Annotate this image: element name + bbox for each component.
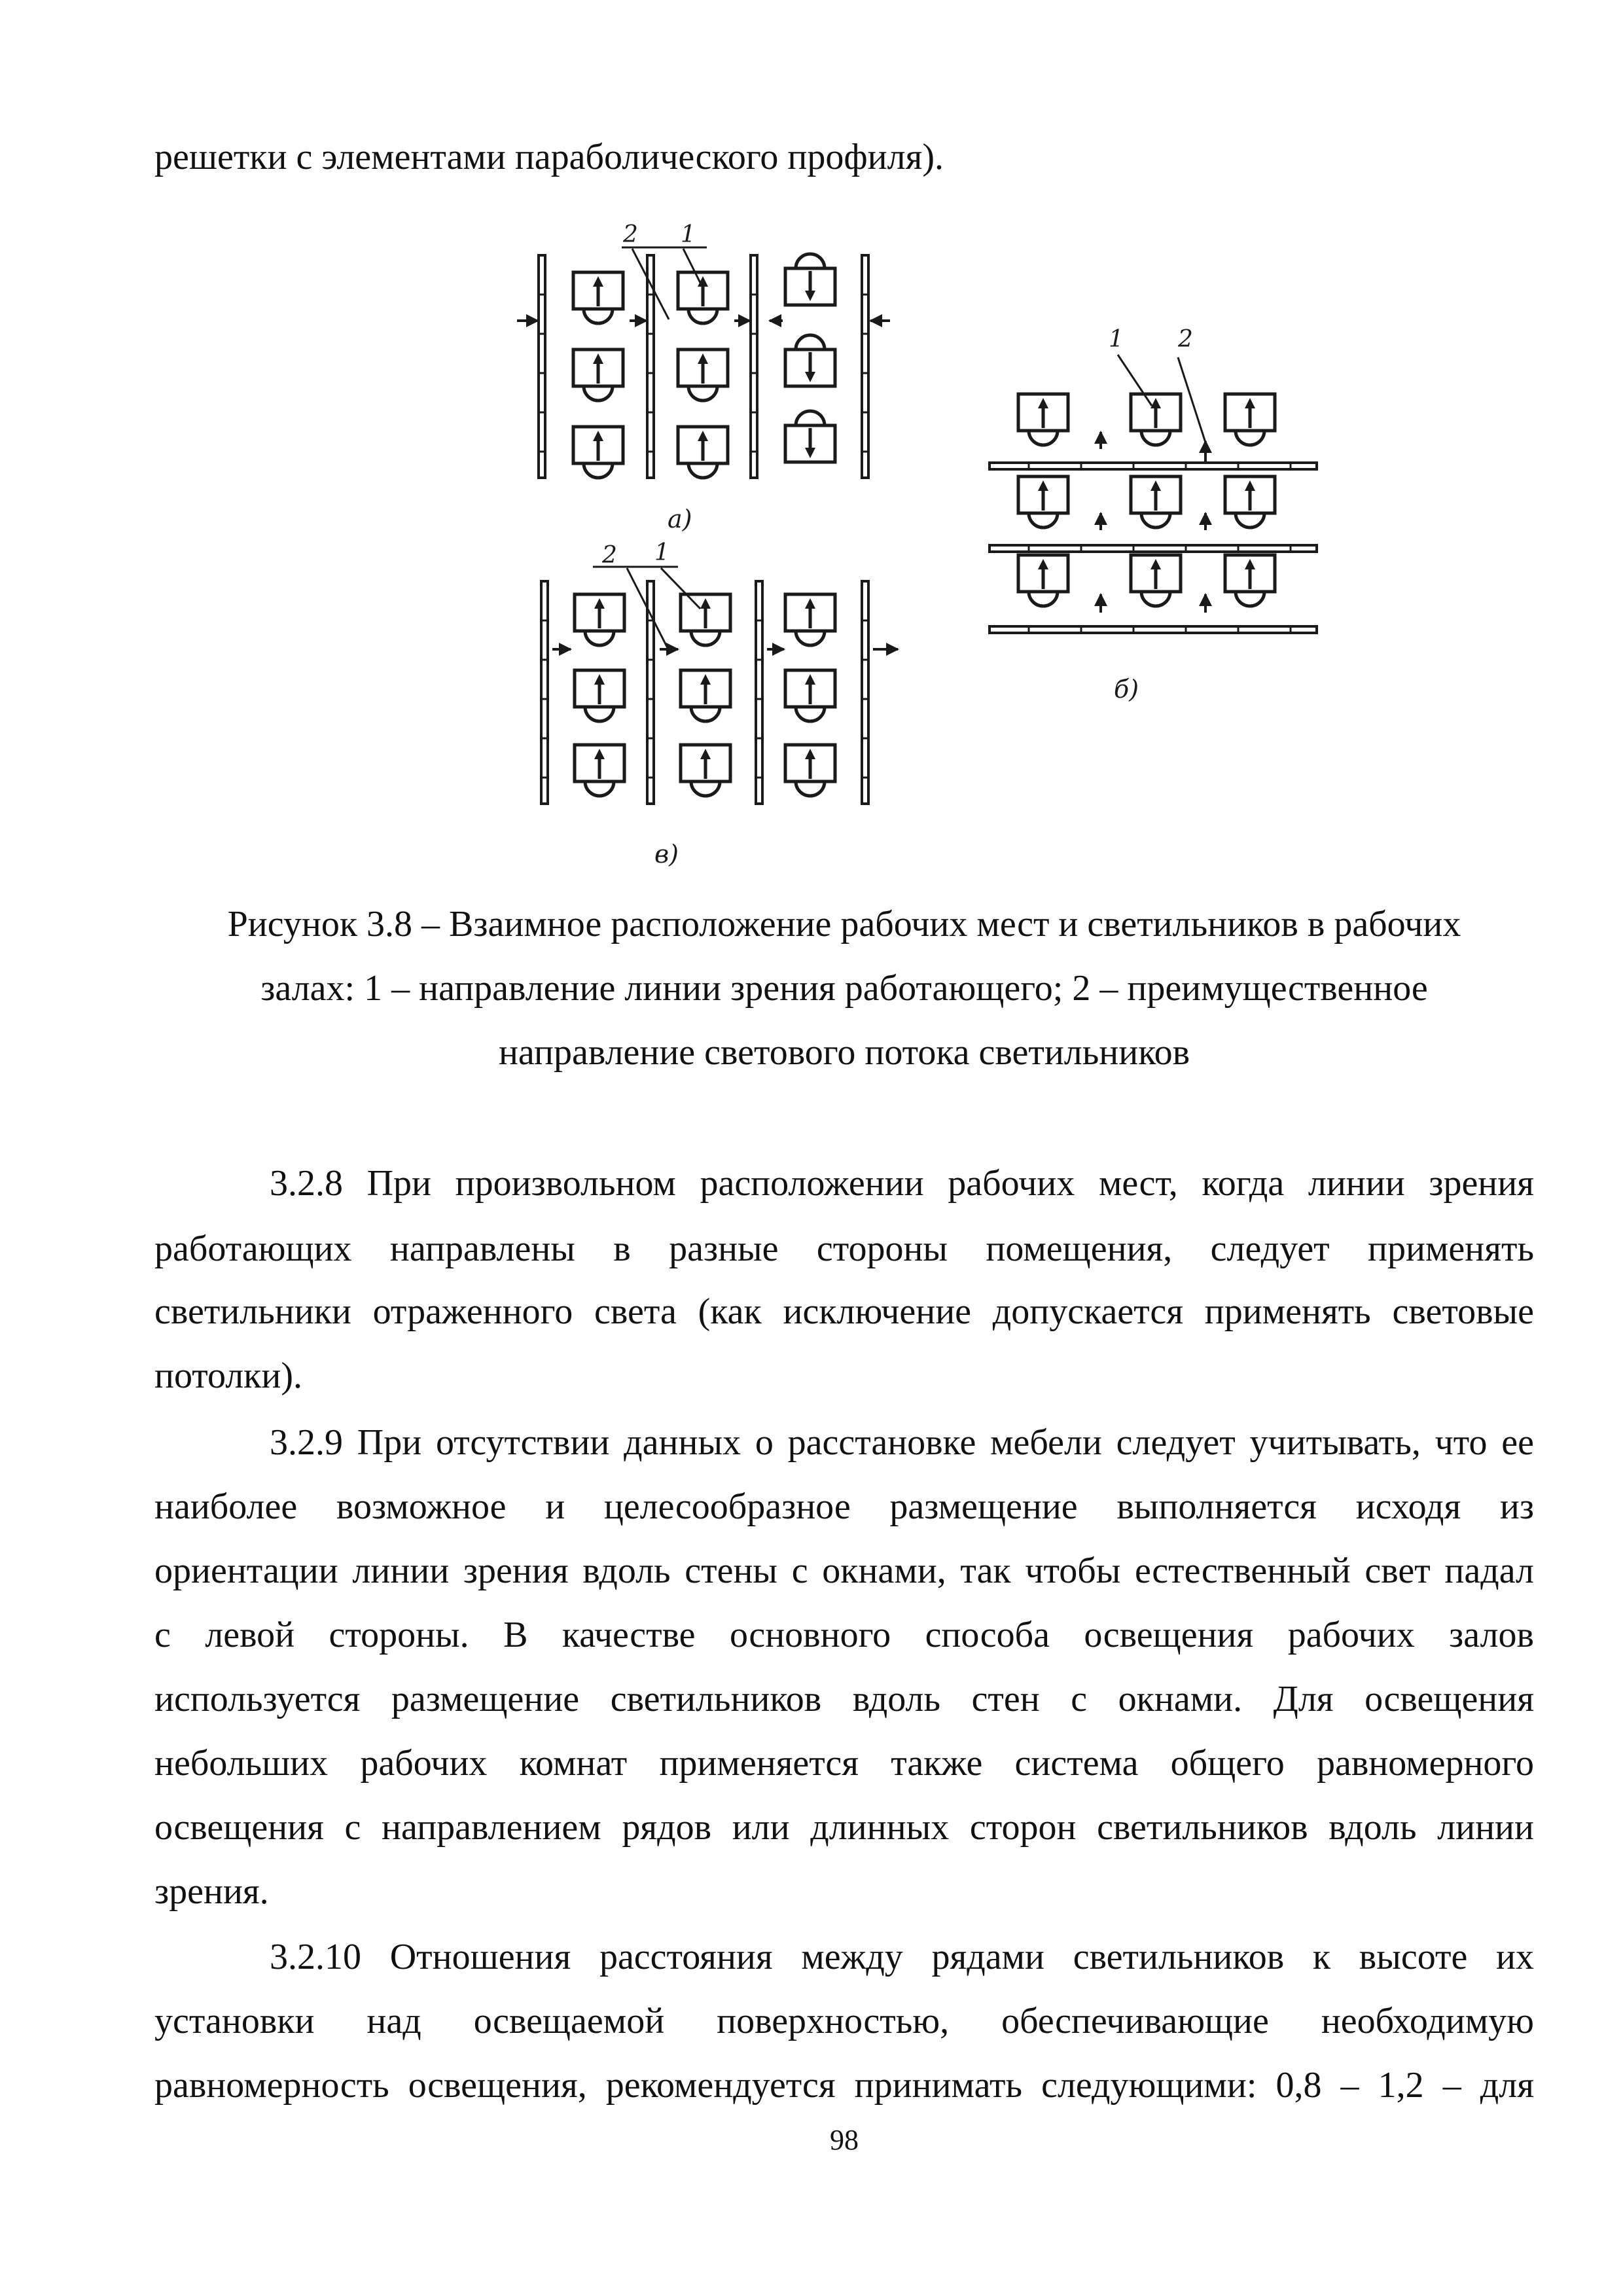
paragraph-line: ориентации линии зрения вдоль стены с окнами, так чтобы естественный свет падал [154,1551,1534,1591]
paragraph-line: с левой стороны. В качестве основного способа освещения рабочих залов [154,1615,1534,1655]
diagram-v-label: в) [654,840,679,869]
paragraph-line: 3.2.9 При отсутствии данных о расстановке мебели следует учитывать, что ее [270,1422,1534,1463]
page-number: 98 [830,2124,859,2156]
diagram-b-marker-2: 2 [1178,326,1193,353]
paragraph-line: зрения. [154,1871,269,1912]
paragraph-line: освещения с направлением рядов или длинных сторон светильников вдоль линии [154,1807,1534,1848]
paragraph-line: 3.2.8 При произвольном расположении рабочих мест, когда линии зрения [270,1163,1534,1204]
paragraph-line: наиболее возможное и целесообразное размещение выполняется исходя из [154,1486,1534,1527]
paragraph-line: работающих направлены в разные стороны помещения, следует применять [154,1229,1534,1269]
figure-caption-line-2: залах: 1 – направление линии зрения работающего; 2 – преимущественное [260,968,1428,1009]
diagram-b [990,326,1317,704]
diagram-v [541,539,898,869]
diagram-a-marker-2: 2 [623,221,638,248]
diagram-b-marker-1: 1 [1109,326,1124,353]
diagram-a-label: а) [668,505,692,533]
figure-caption-line-3: направление светового потока светильников [498,1032,1190,1073]
diagram-a [517,221,890,533]
paragraph-line: небольших рабочих комнат применяется также система общего равномерного [154,1743,1534,1784]
paragraph-line: равномерность освещения, рекомендуется принимать следующими: 0,8 – 1,2 – для [154,2065,1534,2106]
diagram-v-marker-2: 2 [602,542,617,569]
paragraph-line: светильники отраженного света (как исключение допускается применять световые [154,1291,1534,1332]
diagram-v-marker-1: 1 [654,539,669,566]
paragraph-line: установки над освещаемой поверхностью, обеспечивающие необходимую [154,2001,1534,2041]
diagram-a-marker-1: 1 [681,221,696,248]
figure-caption-line-1: Рисунок 3.8 – Взаимное расположение рабочих мест и светильников в рабочих [227,904,1461,944]
paragraph-line: используется размещение светильников вдоль стен с окнами. Для освещения [154,1679,1534,1719]
paragraph-line: 3.2.10 Отношения расстояния между рядами светильников к высоте их [270,1937,1534,1977]
paragraph-line: потолки). [154,1355,302,1396]
diagram-b-label: б) [1114,675,1139,704]
intro-line: решетки с элементами параболического профиля). [154,137,944,177]
figure-3-8 [0,0,1623,890]
